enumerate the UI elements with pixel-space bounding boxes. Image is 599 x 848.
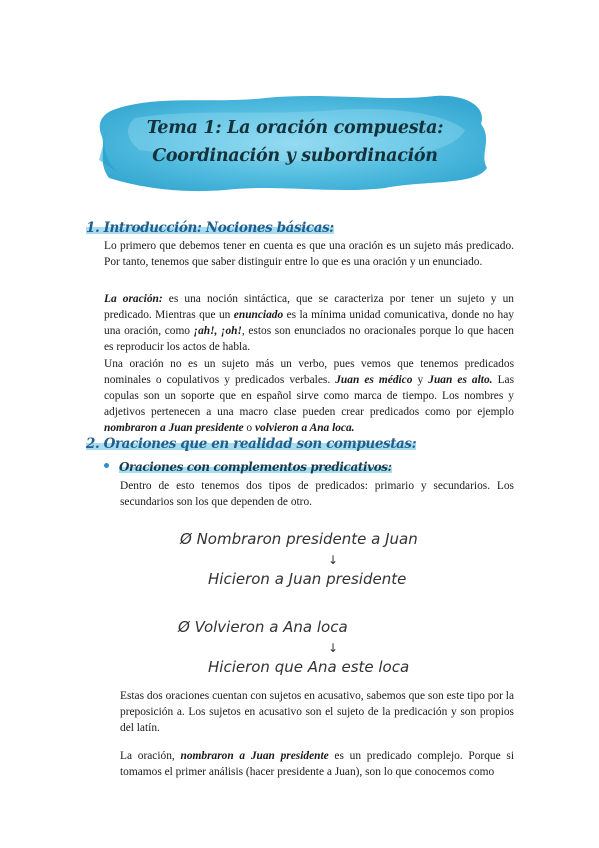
- example-juan-medico: Juan es médico: [335, 374, 413, 386]
- term-enunciado: enunciado: [233, 309, 284, 321]
- handwriting-line-1: Ø Nombraron presidente a Juan: [180, 530, 418, 548]
- bullet-icon: [104, 463, 109, 468]
- handwriting-line-4: Hicieron que Ana este loca: [208, 658, 410, 676]
- handwritten-examples-image: [160, 522, 460, 682]
- arrow-down-icon-2: ↓: [328, 641, 339, 655]
- title-line-1: Tema 1: La oración compuesta:: [146, 118, 444, 138]
- section-1-paragraph-2: La oración: es una noción sintáctica, que se caracteriza por tener un sujeto y un predicado. Mientras que un enunciado es la mínima unidad comunicativa, donde no hay una oración, como ¡ah!, ¡oh!, estos son enunciados no oracionales porque lo que hacen es reproducir los actos de habla.: [104, 293, 514, 353]
- page-title: [95, 114, 495, 170]
- section-2-paragraph-2: Estas dos oraciones cuentan con sujetos en acusativo, sabemos que son este tipo por la preposición a. Los sujetos en acusativo son el sujeto de la predicación y son propios del latín.: [120, 690, 514, 734]
- example-nombraron: nombraron a Juan presidente: [104, 422, 244, 434]
- section-1-paragraph-1: Lo primero que debemos tener en cuenta es que una oración es un sujeto más predicado. Por tanto, tenemos que saber distinguir entre lo que es una oración y un enunciado.: [104, 240, 514, 268]
- term-oracion: La oración:: [104, 293, 163, 305]
- example-interjections: ¡ah!, ¡oh!: [193, 325, 242, 337]
- handwriting-line-3: Ø Volvieron a Ana loca: [178, 618, 348, 636]
- example-nombraron-2: nombraron a Juan presidente: [180, 750, 329, 762]
- example-juan-alto: Juan es alto.: [428, 374, 493, 386]
- example-volvieron: volvieron a Ana loca.: [254, 422, 355, 434]
- section-1-heading: 1. Introducción: Nociones básicas:: [86, 220, 334, 236]
- arrow-down-icon: ↓: [328, 553, 339, 567]
- handwriting-drawing: [160, 522, 460, 682]
- handwriting-line-2: Hicieron a Juan presidente: [208, 570, 407, 588]
- section-1-paragraph-3: Una oración no es un sujeto más un verbo, pues vemos que tenemos predicados nominales o copulativos y predicados verbales. Juan es médico y Juan es alto. Las copulas son un soporte que en español sirve como marca de tiempo. Los nombres y adjetivos pertenecen a una macro clase pueden crear predicados como por ejemplo nombraron a Juan presidente o volvieron a Ana loca.: [104, 358, 515, 434]
- section-2-paragraph-1: Dentro de esto tenemos dos tipos de predicados: primario y secundarios. Los secundarios son los que dependen de otro.: [120, 480, 514, 508]
- section-2-heading: 2. Oraciones que en realidad son compuestas:: [86, 436, 417, 452]
- section-2-paragraph-3: La oración, nombraron a Juan presidente es un predicado complejo. Porque si tomamos el primer análisis (hacer presidente a Juan), son lo que conocemos como: [120, 750, 514, 778]
- section-2-subheading: Oraciones con complementos predicativos:: [104, 460, 392, 474]
- title-line-2: Coordinación y subordinación: [152, 146, 438, 166]
